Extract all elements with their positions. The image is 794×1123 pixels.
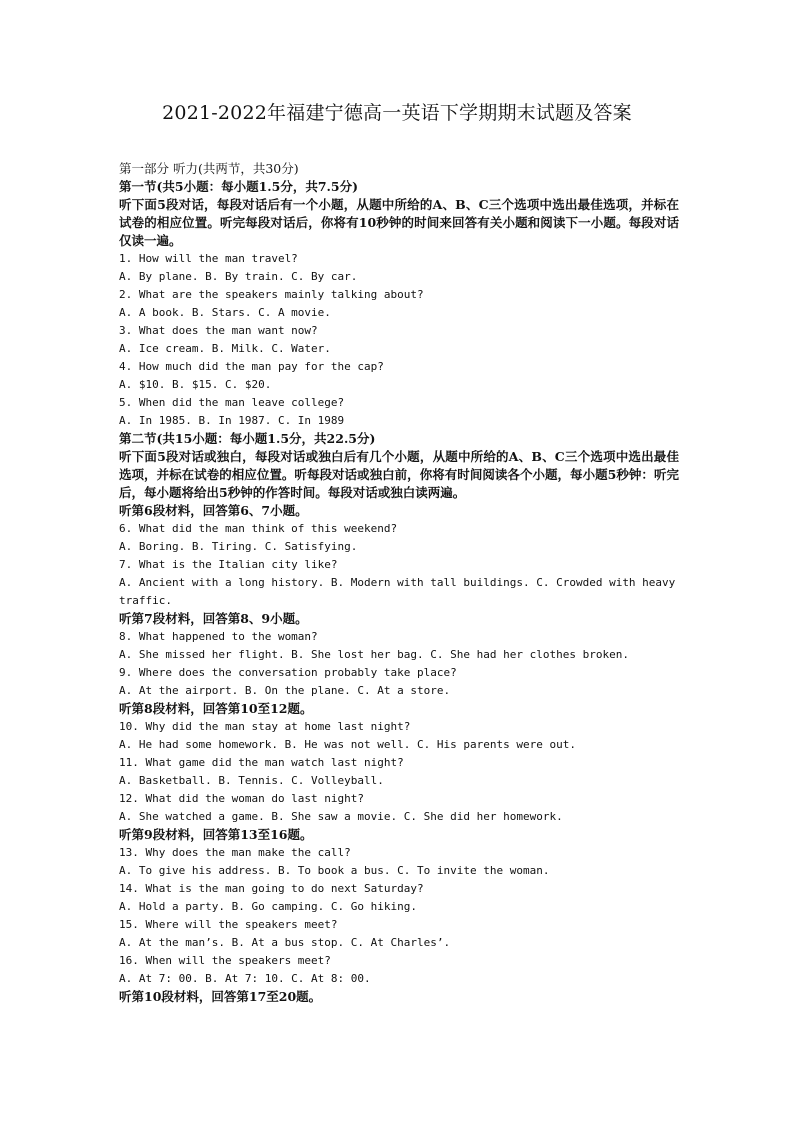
- section-heading: 第一节(共5小题：每小题1.5分，共7.5分): [119, 179, 359, 194]
- question-text: 2. What are the speakers mainly talking about?: [119, 288, 424, 301]
- part-heading: 第一部分 听力(共两节，共30分): [119, 161, 299, 176]
- question-options: A. A book. B. Stars. C. A movie.: [119, 306, 331, 319]
- document-title: 2021-2022年福建宁德高一英语下学期期末试题及答案: [162, 102, 632, 124]
- question-options: A. At the man’s. B. At a bus stop. C. At Charles’.: [119, 936, 451, 949]
- question-text: 11. What game did the man watch last night?: [119, 756, 404, 769]
- group-heading: 听第10段材料，回答第17至20题。: [119, 989, 322, 1004]
- question-options: A. To give his address. B. To book a bus. C. To invite the woman.: [119, 864, 550, 877]
- question-text: 5. When did the man leave college?: [119, 396, 345, 409]
- question-text: 3. What does the man want now?: [119, 324, 318, 337]
- question-text: 12. What did the woman do last night?: [119, 792, 365, 805]
- question-options: A. By plane. B. By train. C. By car.: [119, 270, 358, 283]
- question-text: 7. What is the Italian city like?: [119, 558, 338, 571]
- group-heading: 听第8段材料，回答第10至12题。: [119, 701, 313, 716]
- question-options: A. Ancient with a long history. B. Modern with tall buildings. C. Crowded with heavy traffic.: [119, 576, 676, 607]
- question-text: 14. What is the man going to do next Saturday?: [119, 882, 424, 895]
- question-text: 8. What happened to the woman?: [119, 630, 318, 643]
- section-instructions: 听下面5段对话或独白，每段对话或独白后有几个小题，从题中所给的A、B、C三个选项中选出最佳选项，并标在试卷的相应位置。听每段对话或独白前，你将有时间阅读各个小题，每小题5秒钟：听完后，每小题将给出5秒钟的作答时间。每段对话或独白读两遍。: [119, 449, 679, 500]
- group-heading: 听第6段材料，回答第6、7小题。: [119, 503, 308, 518]
- question-text: 10. Why did the man stay at home last night?: [119, 720, 411, 733]
- question-text: 15. Where will the speakers meet?: [119, 918, 338, 931]
- question-text: 6. What did the man think of this weekend?: [119, 522, 398, 535]
- group-heading: 听第7段材料，回答第8、9小题。: [119, 611, 308, 626]
- question-options: A. Ice cream. B. Milk. C. Water.: [119, 342, 331, 355]
- section-instructions: 听下面5段对话，每段对话后有一个小题，从题中所给的A、B、C三个选项中选出最佳选项，并标在试卷的相应位置。听完每段对话后，你将有10秒钟的时间来回答有关小题和阅读下一小题。每段对话仅读一遍。: [119, 197, 679, 248]
- section-heading: 第二节(共15小题：每小题1.5分，共22.5分): [119, 431, 376, 446]
- question-options: A. At 7: 00. B. At 7: 10. C. At 8: 00.: [119, 972, 371, 985]
- question-text: 9. Where does the conversation probably take place?: [119, 666, 457, 679]
- question-options: A. Hold a party. B. Go camping. C. Go hiking.: [119, 900, 418, 913]
- document-body: [119, 160, 679, 1006]
- question-options: A. In 1985. B. In 1987. C. In 1989: [119, 414, 345, 427]
- question-options: A. $10. B. $15. C. $20.: [119, 378, 272, 391]
- question-options: A. He had some homework. B. He was not well. C. His parents were out.: [119, 738, 576, 751]
- question-options: A. She missed her flight. B. She lost her bag. C. She had her clothes broken.: [119, 648, 629, 661]
- group-heading: 听第9段材料，回答第13至16题。: [119, 827, 313, 842]
- question-text: 16. When will the speakers meet?: [119, 954, 331, 967]
- question-options: A. At the airport. B. On the plane. C. At a store.: [119, 684, 451, 697]
- question-text: 1. How will the man travel?: [119, 252, 298, 265]
- question-options: A. She watched a game. B. She saw a movie. C. She did her homework.: [119, 810, 563, 823]
- question-text: 13. Why does the man make the call?: [119, 846, 351, 859]
- question-options: A. Boring. B. Tiring. C. Satisfying.: [119, 540, 358, 553]
- question-text: 4. How much did the man pay for the cap?: [119, 360, 384, 373]
- question-options: A. Basketball. B. Tennis. C. Volleyball.: [119, 774, 384, 787]
